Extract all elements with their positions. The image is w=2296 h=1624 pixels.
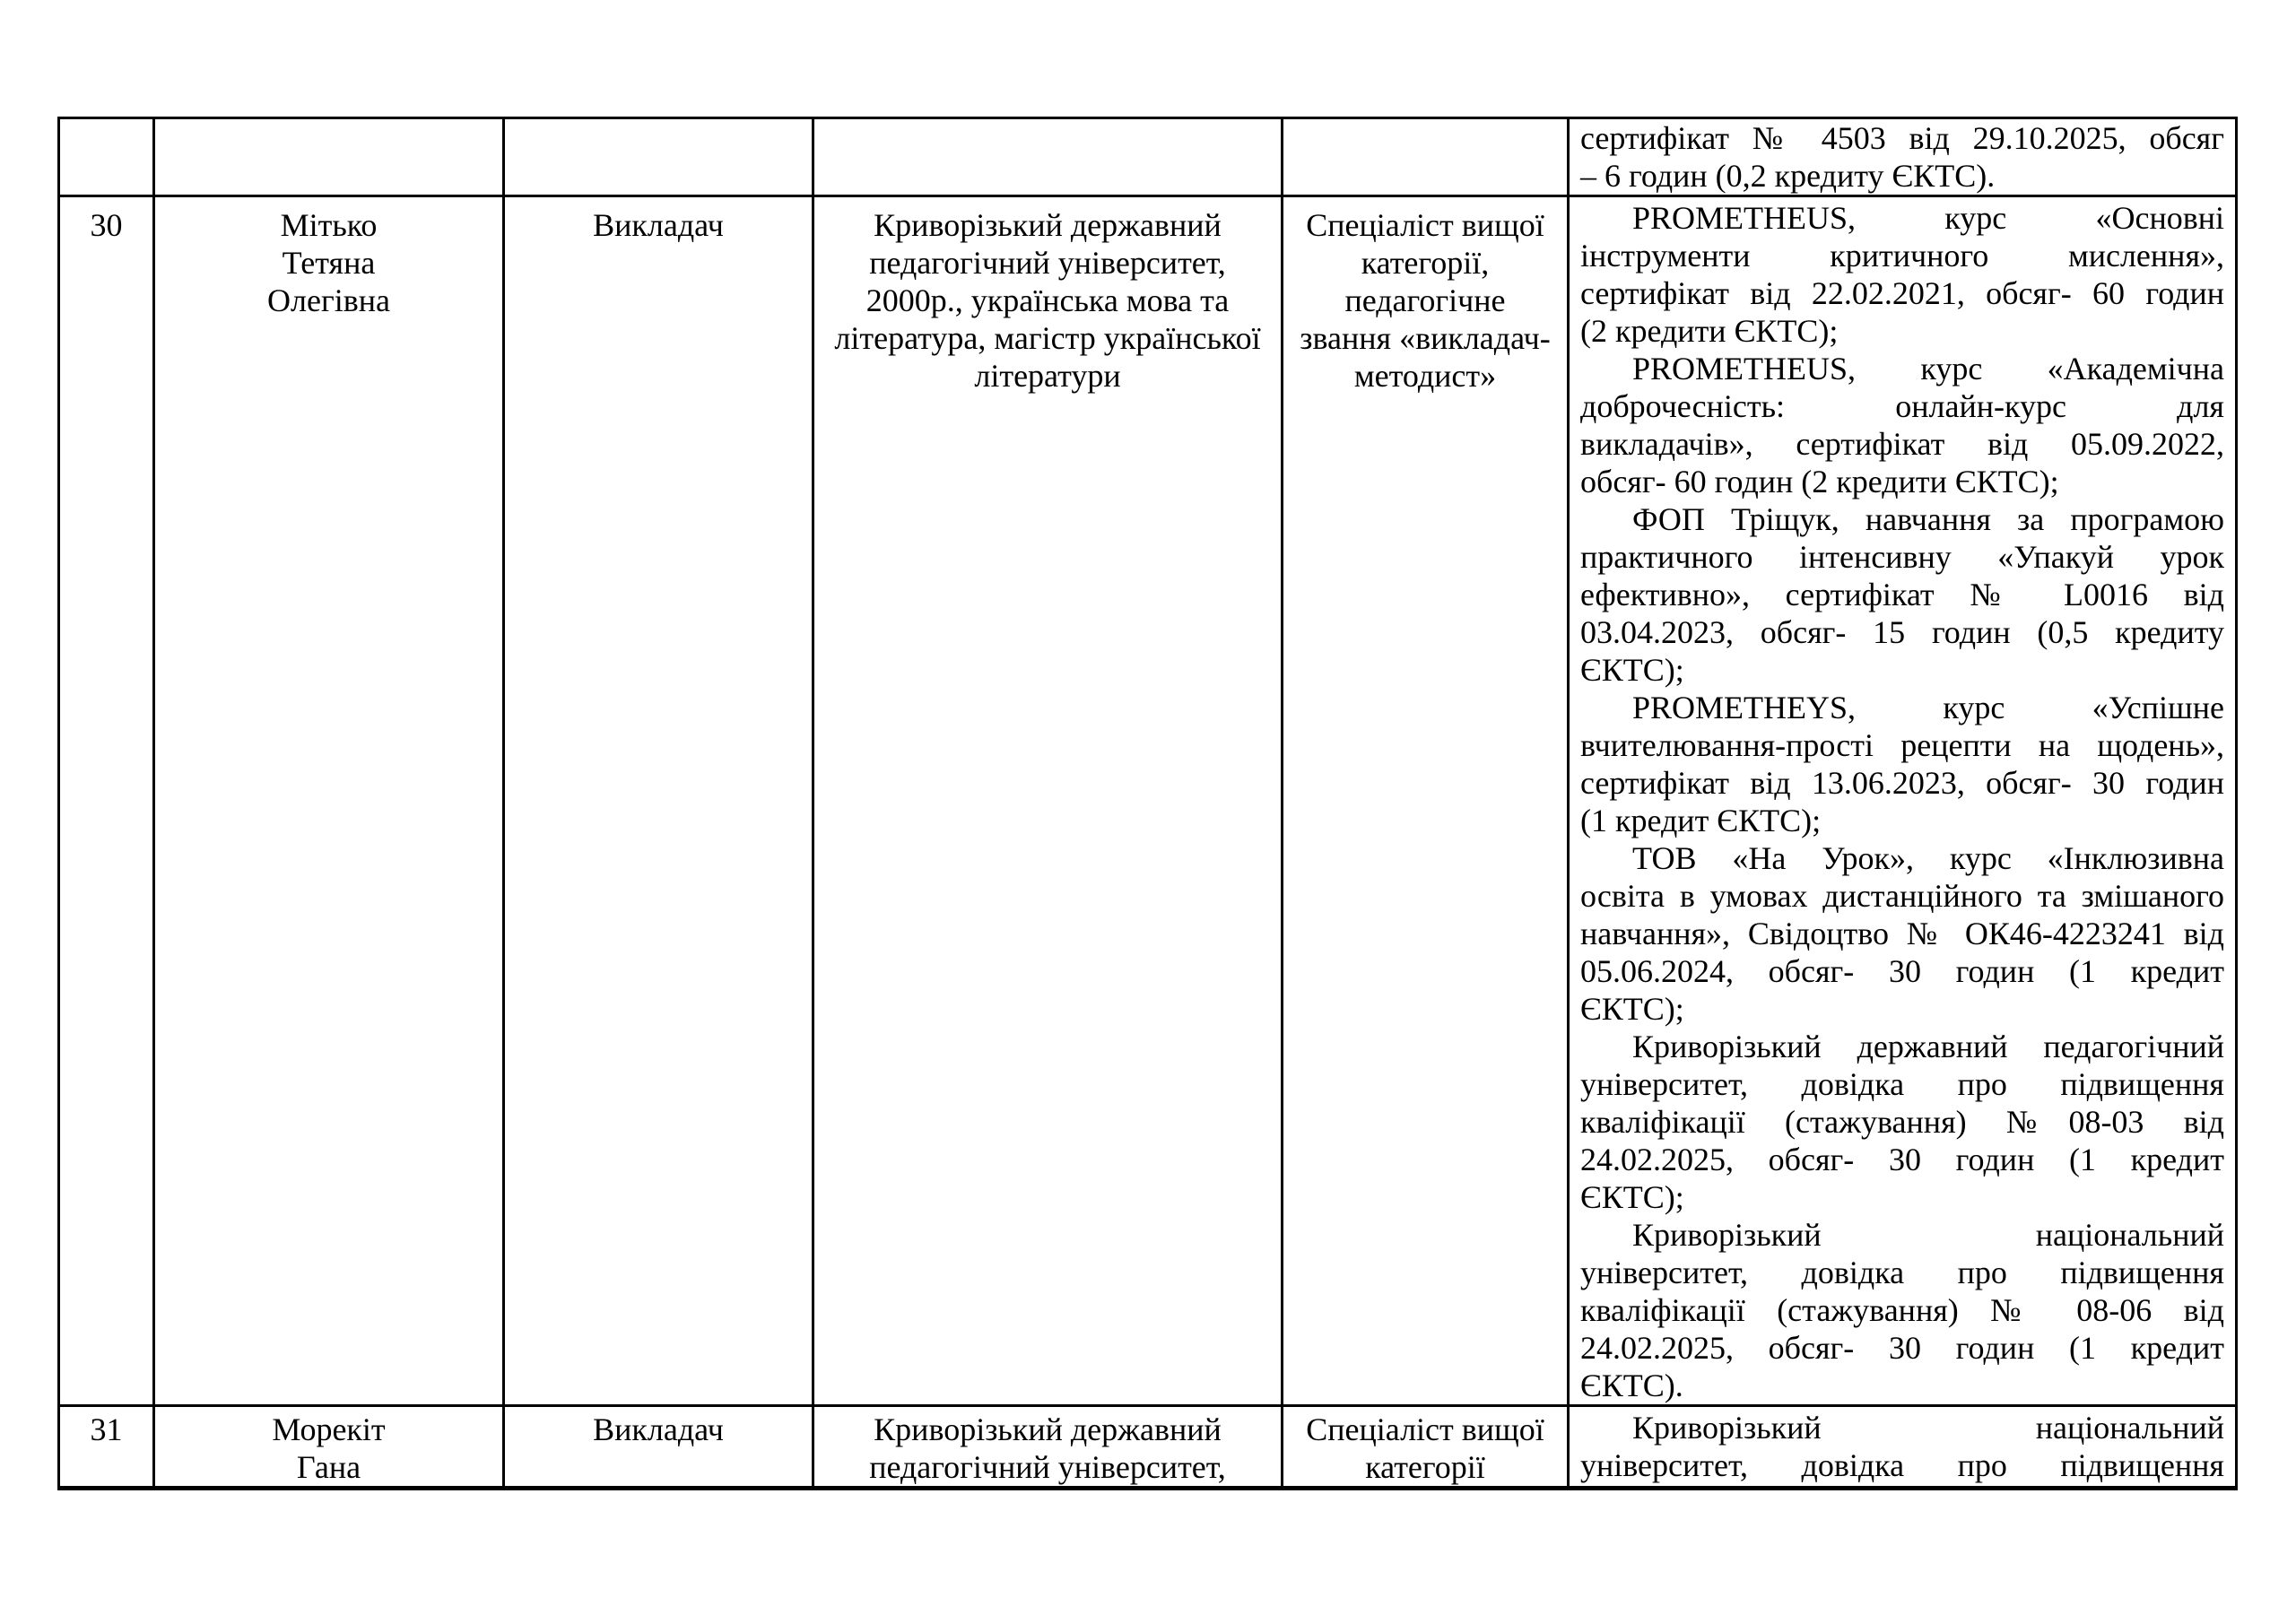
certification-paragraph [1580, 1028, 2224, 1216]
education-cell [813, 196, 1283, 1406]
category-cell [1283, 196, 1569, 1406]
teacher-name [166, 206, 491, 319]
text-line: освіта в умовах дистанційного та змішаного [1580, 878, 2224, 914]
text-line: ефективно», сертифікат № L0016 від [1580, 577, 2224, 612]
text-line: PROMETHEUS, курс «Основні [1632, 200, 2224, 236]
text-line: PROMETHEUS, курс «Академічна [1632, 351, 2224, 386]
number-cell-empty [59, 118, 154, 196]
certification-paragraph [1580, 1409, 2224, 1484]
text-line: Гана [296, 1449, 361, 1485]
text-line: ФОП Тріщук, навчання за програмою [1632, 501, 2224, 537]
table-row-31 [59, 1406, 2237, 1489]
certifications-cell [1569, 196, 2237, 1406]
text-line: інструменти критичного мислення», [1580, 238, 2224, 274]
certification-paragraph [1580, 839, 2224, 1028]
number-cell [59, 196, 154, 1406]
certifications-cell [1569, 118, 2237, 196]
text-line: Криворізький державний [874, 207, 1222, 243]
row-number: 31 [90, 1411, 123, 1447]
table-row-30 [59, 196, 2237, 1406]
certification-paragraph [1580, 199, 2224, 350]
text-line: 05.06.2024, обсяг- 30 годин (1 кредит [1580, 953, 2224, 989]
text-line: Олегівна [267, 282, 390, 318]
text-line: навчання», Свідоцтво № ОК46-4223241 від [1580, 916, 2224, 951]
text-line: Криворізький національний [1632, 1410, 2224, 1446]
table-row-continuation [59, 118, 2237, 196]
text-line: педагогічне [1344, 282, 1506, 318]
text-line: Криворізький державний педагогічний [1632, 1029, 2224, 1064]
text-line: обсяг- 60 годин (2 кредити ЄКТС); [1580, 464, 2059, 499]
name-cell-empty [154, 118, 504, 196]
text-line: методист» [1353, 358, 1497, 394]
text-line: університет, довідка про підвищення [1580, 1066, 2224, 1102]
certification-paragraph [1580, 1216, 2224, 1404]
text-line: звання «викладач- [1300, 320, 1551, 356]
category-text [1294, 206, 1556, 395]
text-line: кваліфікації (стажування) №08-03 від [1580, 1104, 2224, 1140]
text-line: ЄКТС); [1580, 652, 1684, 688]
text-line: кваліфікації (стажування) № 08-06 від [1580, 1292, 2224, 1328]
name-cell [154, 196, 504, 1406]
certifications-cell [1569, 1406, 2237, 1489]
position-label: Викладач [593, 207, 724, 243]
certification-paragraph [1580, 689, 2224, 839]
position-cell [504, 1406, 813, 1489]
text-line: Мітько [280, 207, 378, 243]
text-line: педагогічний університет, [869, 245, 1226, 281]
text-line: педагогічний університет, [869, 1449, 1226, 1485]
text-line: ЄКТС); [1580, 1179, 1684, 1215]
teacher-name [166, 1411, 491, 1486]
text-line: сертифікат від 22.02.2021, обсяг- 60 годин [1580, 275, 2224, 311]
text-line: 24.02.2025, обсяг- 30 годин (1 кредит [1580, 1330, 2224, 1366]
text-line: ЄКТС); [1580, 991, 1684, 1027]
text-line: – 6 годин (0,2 кредиту ЄКТС). [1580, 158, 1996, 194]
qualifications-table [57, 117, 2238, 1490]
text-line: доброчесність: онлайн-курс для [1580, 388, 2224, 424]
text-line: Спеціаліст вищої [1306, 1411, 1544, 1447]
text-line: практичного інтенсивну «Упакуй урок [1580, 539, 2224, 575]
text-line: Морекіт [272, 1411, 386, 1447]
text-line: Криворізький державний [874, 1411, 1222, 1447]
position-cell [504, 196, 813, 1406]
text-line: сертифікат № 4503 від 29.10.2025, обсяг [1580, 120, 2224, 156]
text-line: університет, довідка про підвищення [1580, 1447, 2224, 1483]
text-line: ТОВ «На Урок», курс «Інклюзивна [1632, 840, 2224, 876]
text-line: PROMETHEYS, курс «Успішне [1632, 690, 2224, 725]
certification-paragraph [1580, 119, 2224, 195]
certification-paragraph [1580, 350, 2224, 500]
text-line: література, магістр української [834, 320, 1261, 356]
position-cell-empty [504, 118, 813, 196]
certification-paragraph [1580, 500, 2224, 689]
name-cell [154, 1406, 504, 1489]
text-line: категорії, [1361, 245, 1490, 281]
position-label: Викладач [593, 1411, 724, 1447]
text-line: категорії [1365, 1449, 1485, 1485]
category-cell-empty [1283, 118, 1569, 196]
category-text [1294, 1411, 1556, 1486]
text-line: Тетяна [282, 245, 376, 281]
text-line: вчителювання-прості рецепти на щодень», [1580, 727, 2224, 763]
text-line: ЄКТС). [1580, 1368, 1683, 1403]
text-line: (1 кредит ЄКТС); [1580, 803, 1822, 838]
education-text [825, 206, 1270, 395]
text-line: викладачів», сертифікат від 05.09.2022, [1580, 426, 2224, 462]
education-cell [813, 1406, 1283, 1489]
text-line: Спеціаліст вищої [1306, 207, 1544, 243]
row-number: 30 [90, 207, 123, 243]
text-line: літератури [974, 358, 1121, 394]
text-line: (2 кредити ЄКТС); [1580, 313, 1839, 349]
text-line: 2000р., українська мова та [865, 282, 1230, 318]
education-cell-empty [813, 118, 1283, 196]
text-line: Криворізький національний [1632, 1217, 2224, 1253]
education-text [825, 1411, 1270, 1486]
category-cell [1283, 1406, 1569, 1489]
text-line: 03.04.2023, обсяг- 15 годин (0,5 кредиту [1580, 614, 2224, 650]
number-cell [59, 1406, 154, 1489]
text-line: 24.02.2025, обсяг- 30 годин (1 кредит [1580, 1142, 2224, 1177]
text-line: сертифікат від 13.06.2023, обсяг- 30 годин [1580, 765, 2224, 801]
text-line: університет, довідка про підвищення [1580, 1255, 2224, 1290]
